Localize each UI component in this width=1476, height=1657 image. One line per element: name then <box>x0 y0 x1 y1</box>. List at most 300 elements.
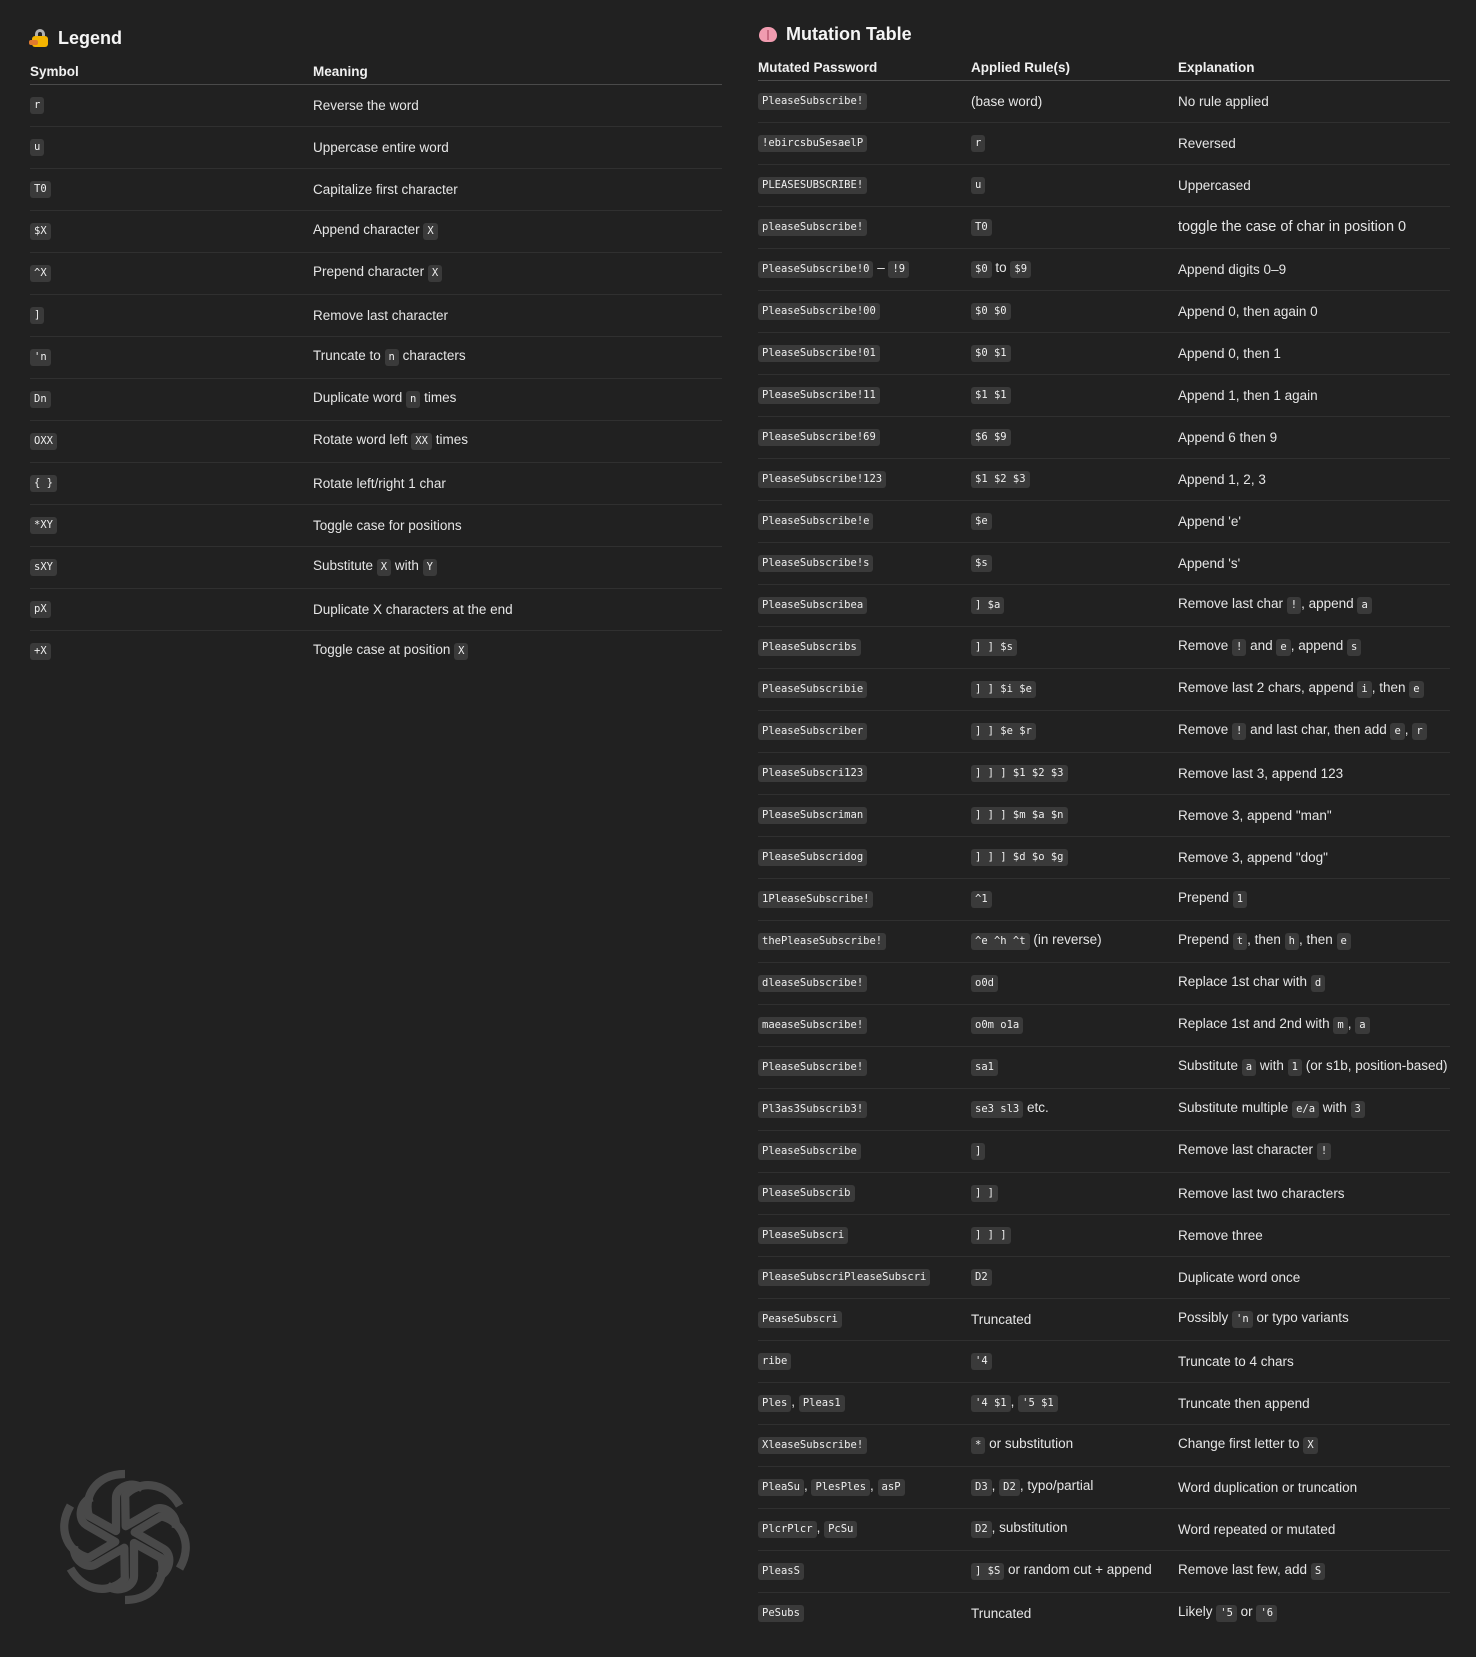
legend-symbol-code: r <box>30 97 44 114</box>
legend-meaning-cell <box>313 210 722 252</box>
mutation-explanation-cell <box>1178 500 1450 542</box>
mutation-explanation-text: Truncate to 4 chars <box>1178 1353 1294 1369</box>
mutation-explanation-code: e <box>1409 681 1423 698</box>
legend-meaning-cell <box>313 168 722 210</box>
mutation-explanation-text: Possibly <box>1178 1310 1233 1325</box>
mutation-rule-cell <box>971 1508 1178 1550</box>
legend-meaning-text: Remove last character <box>313 307 449 323</box>
mutation-row <box>758 1256 1450 1298</box>
mutation-rule-code: ] $S <box>971 1563 1004 1580</box>
mutation-explanation-code: t <box>1233 933 1247 950</box>
legend-symbol-code: ] <box>30 307 44 324</box>
legend-symbol-cell <box>30 126 313 168</box>
mutation-password-cell <box>758 1046 971 1088</box>
legend-row <box>30 210 722 252</box>
mutation-rule-code: '4 $1 <box>971 1395 1011 1412</box>
mutation-password-code: thePleaseSubscribe! <box>758 933 886 950</box>
mutation-password-cell <box>758 458 971 500</box>
mutation-row <box>758 1466 1450 1508</box>
mutation-header-password: Mutated Password <box>758 50 971 80</box>
mutation-explanation-text: Replace 1st and 2nd with <box>1178 1016 1334 1031</box>
mutation-rule-cell <box>971 1550 1178 1592</box>
mutation-rule-cell <box>971 164 1178 206</box>
mutation-rule-cell <box>971 1130 1178 1172</box>
mutation-rule-code: ] <box>971 1143 985 1160</box>
legend-meaning-cell <box>313 126 722 168</box>
mutation-header-row <box>758 50 1450 80</box>
mutation-rule-code: ] ] ] $1 $2 $3 <box>971 765 1068 782</box>
mutation-rule-cell <box>971 752 1178 794</box>
mutation-rule-text: or random cut + append <box>1004 1562 1152 1577</box>
mutation-password-code: PleaseSubscribe! <box>758 93 867 110</box>
mutation-password-code: pleaseSubscribe! <box>758 219 867 236</box>
mutation-rule-cell <box>971 1298 1178 1340</box>
mutation-password-cell <box>758 1130 971 1172</box>
mutation-password-cell <box>758 290 971 332</box>
legend-meaning-text: times <box>431 432 468 447</box>
mutation-password-cell <box>758 122 971 164</box>
mutation-row <box>758 332 1450 374</box>
mutation-explanation-cell <box>1178 836 1450 878</box>
mutation-password-code: PleaSu <box>758 1479 804 1496</box>
legend-symbol-cell <box>30 294 313 336</box>
mutation-rule-cell <box>971 1382 1178 1424</box>
mutation-explanation-text: Append 6 then 9 <box>1178 429 1278 445</box>
mutation-explanation-cell <box>1178 290 1450 332</box>
legend-meaning-cell <box>313 504 722 546</box>
mutation-explanation-code: h <box>1285 933 1299 950</box>
mutation-explanation-text: and <box>1246 638 1277 653</box>
mutation-password-code: PleaseSubscri <box>758 1227 848 1244</box>
mutation-explanation-code: a <box>1242 1059 1256 1076</box>
mutation-rule-text: , <box>991 1478 1000 1493</box>
legend-meaning-text: characters <box>398 348 466 363</box>
mutation-row <box>758 1382 1450 1424</box>
mutation-password-code: !9 <box>888 261 909 278</box>
mutation-rule-text: to <box>991 260 1011 275</box>
mutation-header-rules: Applied Rule(s) <box>971 50 1178 80</box>
mutation-rule-cell <box>971 626 1178 668</box>
mutation-explanation-cell <box>1178 1088 1450 1130</box>
mutation-row <box>758 1214 1450 1256</box>
mutation-password-code: PleaseSubscribe!69 <box>758 429 880 446</box>
legend-meaning-code: X <box>377 559 391 576</box>
legend-symbol-code: { } <box>30 475 57 492</box>
legend-symbol-code: OXX <box>30 433 57 450</box>
mutation-rule-code: ^e ^h ^t <box>971 933 1030 950</box>
mutation-rule-code: D2 <box>971 1269 992 1286</box>
mutation-title: Mutation Table <box>786 23 912 44</box>
legend-header-meaning: Meaning <box>313 54 722 84</box>
mutation-password-code: PleaseSubscribea <box>758 597 867 614</box>
mutation-rule-code: $0 $1 <box>971 345 1011 362</box>
legend-meaning-text: with <box>391 558 423 573</box>
mutation-rule-cell <box>971 206 1178 248</box>
mutation-explanation-text: Append 1, 2, 3 <box>1178 471 1266 487</box>
mutation-rule-code: $6 $9 <box>971 429 1011 446</box>
legend-symbol-code: u <box>30 139 44 156</box>
mutation-password-code: !ebircsbuSesaelP <box>758 135 867 152</box>
legend-meaning-cell <box>313 84 722 126</box>
mutation-explanation-cell <box>1178 1424 1450 1466</box>
mutation-explanation-cell <box>1178 164 1450 206</box>
legend-symbol-cell <box>30 252 313 294</box>
mutation-rule-code: $s <box>971 555 992 572</box>
mutation-explanation-cell <box>1178 752 1450 794</box>
mutation-rule-cell <box>971 80 1178 122</box>
mutation-explanation-text: or typo variants <box>1252 1310 1349 1325</box>
legend-row <box>30 252 722 294</box>
legend-symbol-code: sXY <box>30 559 57 576</box>
mutation-rule-code: D3 <box>971 1479 992 1496</box>
legend-symbol-code: +X <box>30 643 51 660</box>
mutation-explanation-cell <box>1178 626 1450 668</box>
mutation-rule-cell <box>971 1340 1178 1382</box>
mutation-row <box>758 1130 1450 1172</box>
mutation-rule-cell <box>971 1424 1178 1466</box>
mutation-explanation-text: No rule applied <box>1178 93 1269 109</box>
mutation-password-text: , <box>791 1394 799 1409</box>
mutation-rule-code: '5 $1 <box>1018 1395 1058 1412</box>
mutation-explanation-text: Word repeated or mutated <box>1178 1521 1336 1537</box>
mutation-explanation-cell <box>1178 920 1450 962</box>
mutation-row <box>758 794 1450 836</box>
mutation-row <box>758 836 1450 878</box>
mutation-explanation-cell <box>1178 248 1450 290</box>
mutation-explanation-text: Remove last 3, append 123 <box>1178 765 1344 781</box>
mutation-rule-code: ] ] <box>971 1185 998 1202</box>
mutation-row <box>758 374 1450 416</box>
mutation-row <box>758 248 1450 290</box>
mutation-rule-cell <box>971 1046 1178 1088</box>
mutation-rule-code: $e <box>971 513 992 530</box>
mutation-password-code: PLEASESUBSCRIBE! <box>758 177 867 194</box>
mutation-explanation-code: X <box>1303 1437 1317 1454</box>
mutation-heading <box>758 18 1450 50</box>
mutation-row <box>758 206 1450 248</box>
mutation-explanation-code: ! <box>1232 639 1246 656</box>
mutation-password-text: , <box>803 1478 812 1493</box>
legend-meaning-text: times <box>420 390 457 405</box>
mutation-explanation-cell <box>1178 1508 1450 1550</box>
mutation-rule-code: ] ] ] $m $a $n <box>971 807 1068 824</box>
mutation-explanation-text: Word duplication or truncation <box>1178 1479 1358 1495</box>
mutation-explanation-text: Remove last 2 chars, append <box>1178 680 1358 695</box>
legend-symbol-code: ^X <box>30 265 51 282</box>
mutation-rule-code: '4 <box>971 1353 992 1370</box>
mutation-explanation-text: Append digits 0–9 <box>1178 261 1287 277</box>
mutation-row <box>758 1550 1450 1592</box>
legend-symbol-cell <box>30 504 313 546</box>
mutation-explanation-text: , <box>1404 722 1413 737</box>
mutation-rule-code: o0m o1a <box>971 1017 1023 1034</box>
mutation-row <box>758 290 1450 332</box>
mutation-password-cell <box>758 1424 971 1466</box>
legend-row <box>30 462 722 504</box>
mutation-explanation-text: , append <box>1301 596 1358 611</box>
mutation-rule-code: $9 <box>1010 261 1031 278</box>
mutation-explanation-cell <box>1178 668 1450 710</box>
mutation-password-cell <box>758 248 971 290</box>
mutation-rule-cell <box>971 1088 1178 1130</box>
legend-row <box>30 294 722 336</box>
legend-symbol-cell <box>30 378 313 420</box>
mutation-password-code: PleaseSubscribe!01 <box>758 345 880 362</box>
legend-symbol-code: T0 <box>30 181 51 198</box>
mutation-section <box>758 18 1450 1634</box>
mutation-password-cell <box>758 836 971 878</box>
mutation-password-code: 1PleaseSubscribe! <box>758 891 873 908</box>
legend-meaning-text: Rotate word left <box>313 432 412 447</box>
legend-meaning-text: Substitute <box>313 558 377 573</box>
mutation-password-cell <box>758 1508 971 1550</box>
mutation-row <box>758 1508 1450 1550</box>
mutation-explanation-text: Remove last few, add <box>1178 1562 1311 1577</box>
mutation-explanation-text: Prepend <box>1178 890 1233 905</box>
mutation-explanation-cell <box>1178 1130 1450 1172</box>
legend-meaning-text: Toggle case for positions <box>313 517 462 533</box>
mutation-explanation-text: Remove 3, append "dog" <box>1178 849 1328 865</box>
mutation-rule-cell <box>971 374 1178 416</box>
mutation-password-code: PleaseSubscribe!e <box>758 513 873 530</box>
legend-symbol-cell <box>30 168 313 210</box>
mutation-explanation-cell <box>1178 542 1450 584</box>
mutation-rule-cell <box>971 248 1178 290</box>
mutation-rule-cell <box>971 500 1178 542</box>
legend-meaning-code: n <box>385 349 399 366</box>
mutation-password-cell <box>758 920 971 962</box>
mutation-explanation-text: Substitute <box>1178 1058 1242 1073</box>
mutation-explanation-text: , append <box>1290 638 1348 653</box>
legend-symbol-cell <box>30 462 313 504</box>
mutation-explanation-code: s <box>1347 639 1361 656</box>
mutation-explanation-text: , then <box>1298 932 1337 947</box>
legend-meaning-text: Toggle case at position <box>313 642 455 658</box>
legend-symbol-cell <box>30 630 313 672</box>
mutation-explanation-code: '6 <box>1256 1605 1277 1622</box>
mutation-explanation-text: Remove three <box>1178 1227 1263 1243</box>
mutation-explanation-cell <box>1178 1298 1450 1340</box>
mutation-explanation-code: a <box>1355 1017 1369 1034</box>
mutation-explanation-code: a <box>1357 597 1371 614</box>
legend-row <box>30 336 722 378</box>
legend-header-row <box>30 54 722 84</box>
mutation-explanation-text: Remove last char <box>1178 596 1287 611</box>
mutation-rule-cell <box>971 1214 1178 1256</box>
mutation-password-code: PleaseSubscriPleaseSubscri <box>758 1269 930 1286</box>
legend-table <box>30 54 722 672</box>
mutation-rule-cell <box>971 1592 1178 1634</box>
mutation-rule-text: Truncated <box>971 1605 1032 1621</box>
mutation-password-cell <box>758 416 971 458</box>
mutation-row <box>758 710 1450 752</box>
mutation-row <box>758 542 1450 584</box>
mutation-row <box>758 1088 1450 1130</box>
mutation-explanation-text: Uppercased <box>1178 177 1251 193</box>
mutation-rule-cell <box>971 710 1178 752</box>
mutation-rule-code: $1 $2 $3 <box>971 471 1030 488</box>
mutation-rule-cell <box>971 416 1178 458</box>
legend-row <box>30 168 722 210</box>
mutation-rule-text: , <box>1010 1394 1019 1409</box>
mutation-row <box>758 920 1450 962</box>
mutation-password-cell <box>758 1004 971 1046</box>
mutation-explanation-text: Remove <box>1178 722 1233 737</box>
mutation-password-cell <box>758 1256 971 1298</box>
mutation-explanation-code: i <box>1357 681 1371 698</box>
mutation-explanation-text: Change first letter to <box>1178 1436 1304 1451</box>
legend-meaning-text: Capitalize first character <box>313 181 458 197</box>
mutation-rule-text: or substitution <box>985 1436 1074 1451</box>
mutation-explanation-text: Substitute multiple <box>1178 1100 1293 1115</box>
mutation-password-cell <box>758 1382 971 1424</box>
mutation-password-code: PlesPles <box>811 1479 870 1496</box>
mutation-explanation-code: 'n <box>1232 1311 1253 1328</box>
legend-meaning-cell <box>313 630 722 672</box>
mutation-rule-code: o0d <box>971 975 998 992</box>
legend-row <box>30 420 722 462</box>
legend-header-symbol: Symbol <box>30 54 313 84</box>
mutation-rule-cell <box>971 920 1178 962</box>
legend-meaning-cell <box>313 546 722 588</box>
mutation-rule-code: D2 <box>971 1521 992 1538</box>
mutation-rule-text: Truncated <box>971 1311 1032 1327</box>
mutation-explanation-cell <box>1178 710 1450 752</box>
mutation-explanation-code: '5 <box>1216 1605 1237 1622</box>
mutation-password-cell <box>758 794 971 836</box>
mutation-row <box>758 962 1450 1004</box>
mutation-rule-code: $0 $0 <box>971 303 1011 320</box>
legend-symbol-code: 'n <box>30 349 51 366</box>
mutation-row <box>758 164 1450 206</box>
mutation-password-code: PleaseSubscribe! <box>758 1059 867 1076</box>
mutation-rule-code: ] ] ] <box>971 1227 1011 1244</box>
legend-meaning-code: Y <box>423 559 437 576</box>
mutation-explanation-code: r <box>1412 723 1426 740</box>
legend-meaning-code: X <box>428 265 442 282</box>
mutation-password-code: ribe <box>758 1353 791 1370</box>
mutation-rule-code: r <box>971 135 985 152</box>
legend-meaning-text: Rotate left/right 1 char <box>313 475 446 491</box>
legend-symbol-code: pX <box>30 601 51 618</box>
mutation-password-code: PleaseSubscribie <box>758 681 867 698</box>
mutation-explanation-cell <box>1178 1466 1450 1508</box>
openai-logo-icon <box>50 1462 200 1612</box>
mutation-password-cell <box>758 878 971 920</box>
mutation-explanation-cell <box>1178 1214 1450 1256</box>
mutation-explanation-text: Truncate then append <box>1178 1395 1310 1411</box>
legend-symbol-cell <box>30 588 313 630</box>
mutation-explanation-cell <box>1178 1592 1450 1634</box>
mutation-password-code: PleasS <box>758 1563 804 1580</box>
mutation-rule-cell <box>971 962 1178 1004</box>
mutation-password-cell <box>758 962 971 1004</box>
legend-symbol-cell <box>30 420 313 462</box>
mutation-explanation-text: , <box>1347 1016 1356 1031</box>
mutation-explanation-cell <box>1178 1382 1450 1424</box>
mutation-rule-text: , substitution <box>991 1520 1068 1535</box>
mutation-password-code: PleaseSubscribe!0 <box>758 261 873 278</box>
mutation-password-cell <box>758 1340 971 1382</box>
mutation-rule-code: T0 <box>971 219 992 236</box>
legend-row <box>30 378 722 420</box>
mutation-rule-cell <box>971 836 1178 878</box>
mutation-row <box>758 1298 1450 1340</box>
lock-key-icon <box>30 28 50 48</box>
mutation-row <box>758 416 1450 458</box>
mutation-password-code: PcSu <box>824 1521 857 1538</box>
mutation-rule-code: ^1 <box>971 891 992 908</box>
mutation-explanation-text: Append 's' <box>1178 555 1241 571</box>
mutation-password-cell <box>758 584 971 626</box>
mutation-rule-cell <box>971 878 1178 920</box>
legend-symbol-cell <box>30 546 313 588</box>
mutation-password-code: PleaseSubscri123 <box>758 765 867 782</box>
legend-meaning-code: n <box>406 391 420 408</box>
mutation-explanation-text: , then <box>1371 680 1410 695</box>
mutation-explanation-text: Remove 3, append "man" <box>1178 807 1332 823</box>
mutation-row <box>758 1046 1450 1088</box>
mutation-rule-code: ] ] $s <box>971 639 1017 656</box>
mutation-password-code: PeSubs <box>758 1605 804 1622</box>
mutation-row <box>758 1340 1450 1382</box>
mutation-rule-text: etc. <box>1023 1100 1049 1115</box>
legend-row <box>30 546 722 588</box>
mutation-explanation-cell <box>1178 122 1450 164</box>
mutation-explanation-code: ! <box>1232 723 1246 740</box>
mutation-explanation-cell <box>1178 584 1450 626</box>
mutation-explanation-cell <box>1178 458 1450 500</box>
mutation-password-code: PleaseSubscribe <box>758 1143 861 1160</box>
mutation-row <box>758 122 1450 164</box>
mutation-explanation-cell <box>1178 206 1450 248</box>
legend-symbol-code: Dn <box>30 391 51 408</box>
legend-row <box>30 84 722 126</box>
legend-meaning-cell <box>313 336 722 378</box>
mutation-explanation-code: 1 <box>1233 891 1247 908</box>
mutation-explanation-code: e <box>1390 723 1404 740</box>
mutation-password-cell <box>758 500 971 542</box>
mutation-explanation-cell <box>1178 1172 1450 1214</box>
mutation-row <box>758 878 1450 920</box>
mutation-password-text: – <box>873 260 889 275</box>
mutation-explanation-text: toggle the case of char in position 0 <box>1178 219 1407 235</box>
mutation-explanation-code: d <box>1311 975 1325 992</box>
mutation-rule-cell <box>971 1004 1178 1046</box>
mutation-row <box>758 80 1450 122</box>
legend-meaning-text: Duplicate word <box>313 390 407 405</box>
mutation-explanation-code: S <box>1311 1563 1325 1580</box>
mutation-password-cell <box>758 1592 971 1634</box>
mutation-rule-code: ] ] $e $r <box>971 723 1036 740</box>
mutation-password-code: PleaseSubscrib <box>758 1185 855 1202</box>
mutation-explanation-code: e <box>1276 639 1290 656</box>
mutation-password-cell <box>758 1088 971 1130</box>
legend-row <box>30 126 722 168</box>
mutation-explanation-code: 1 <box>1288 1059 1302 1076</box>
mutation-explanation-cell <box>1178 878 1450 920</box>
mutation-password-cell <box>758 752 971 794</box>
mutation-explanation-cell <box>1178 1046 1450 1088</box>
mutation-explanation-text: Likely <box>1178 1604 1217 1620</box>
mutation-rule-cell <box>971 668 1178 710</box>
mutation-explanation-cell <box>1178 1256 1450 1298</box>
mutation-rule-text: (in reverse) <box>1029 932 1102 947</box>
mutation-rule-cell <box>971 290 1178 332</box>
mutation-rule-cell <box>971 122 1178 164</box>
mutation-explanation-text: Append 1, then 1 again <box>1178 387 1318 403</box>
legend-title: Legend <box>58 27 123 48</box>
